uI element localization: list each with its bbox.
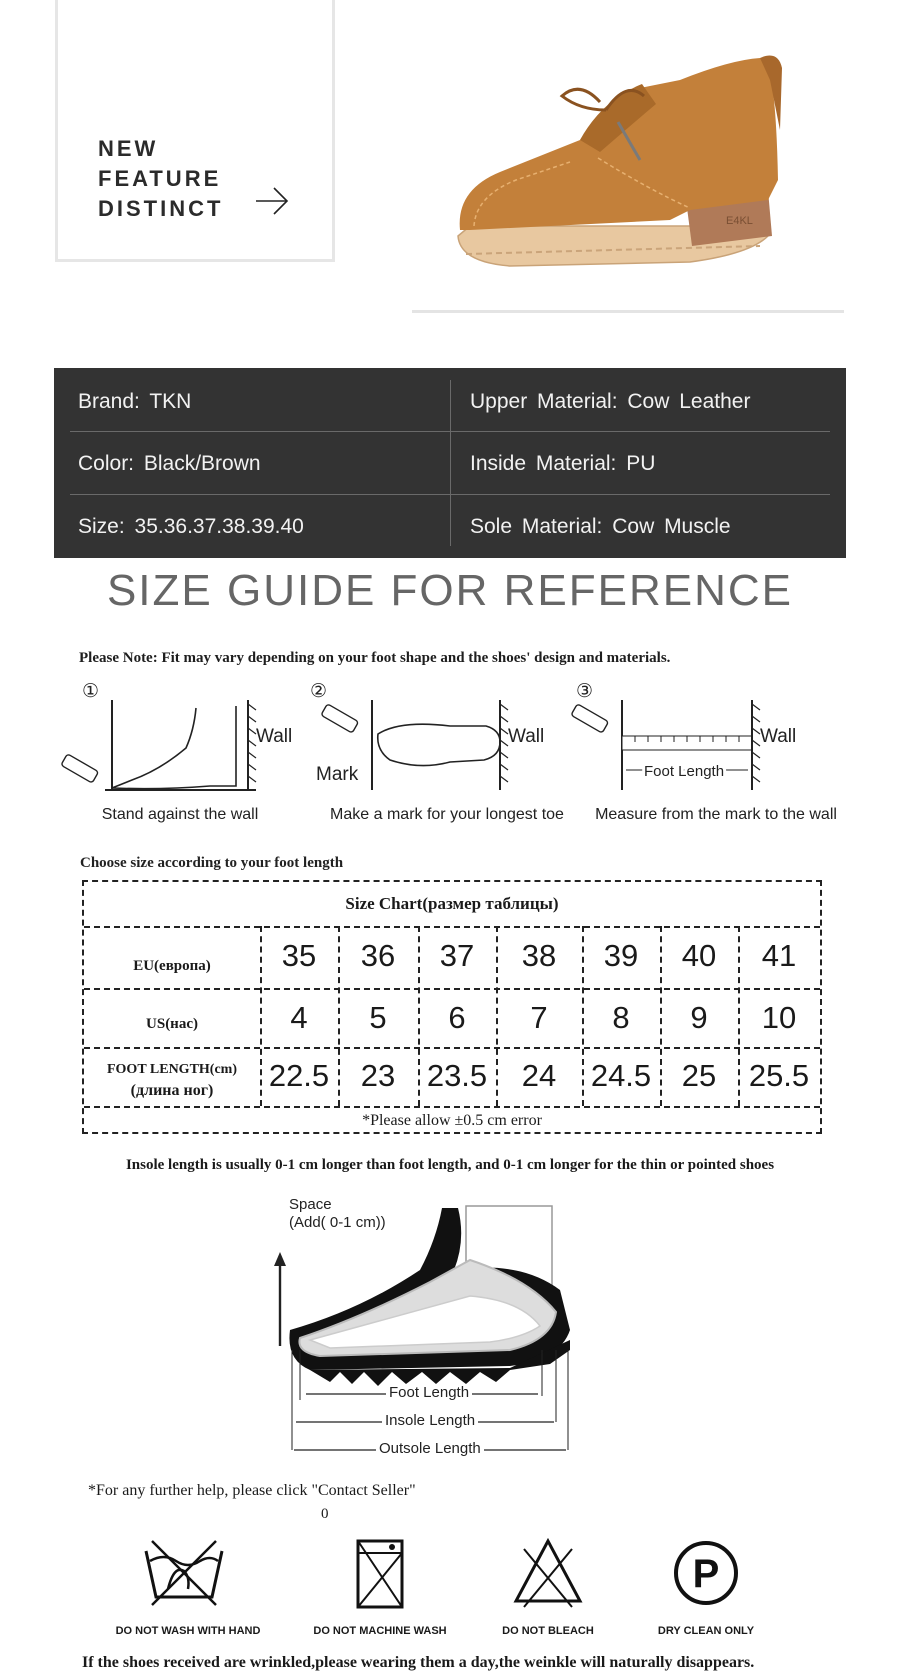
step-3-number: ③ [576,681,594,702]
foot-length-cell: 23 [360,1058,396,1093]
spec-brand: Brand: TKN [78,390,192,413]
outsole-length-label: Outsole Length [376,1440,484,1457]
foot-length-cell: 23.5 [426,1058,488,1093]
step-1-caption: Stand against the wall [101,806,259,823]
foot-length-row-label: FOOT LENGTH(cm) [106,1062,238,1077]
foot-length-cell: 25.5 [748,1058,810,1093]
svg-text:E4KL: E4KL [726,215,753,227]
spec-inside-material: Inside Material: PU [470,452,656,475]
step-2-illustration [316,700,544,790]
step-3-caption: Measure from the mark to the wall [595,806,837,823]
us-size-cell: 6 [448,1000,466,1035]
step-3-foot-length-label: Foot Length [644,763,725,780]
step-2-caption: Make a mark for your longest toe [330,806,564,823]
space-add-label: (Add( 0-1 cm)) [289,1214,386,1231]
spec-row-divider [70,431,830,432]
contact-seller-note: *For any further help, please click "Contact Seller" [88,1482,416,1499]
space-label: Space [289,1196,332,1213]
svg-text:P: P [692,1552,720,1596]
step-2-wall-label: Wall [508,726,545,747]
care-label-bleach: DO NOT BLEACH [502,1625,594,1637]
spec-size: Size: 35.36.37.38.39.40 [78,515,304,538]
step-3-wall-label: Wall [760,726,797,747]
size-chart [82,880,822,1134]
eu-row-label: EU(европа) [133,958,211,974]
us-size-cell: 4 [290,1000,308,1035]
us-row-label: US(нас) [146,1016,198,1032]
us-size-cell: 7 [530,1000,548,1035]
size-guide-title: SIZE GUIDE FOR REFERENCE [106,566,794,615]
foot-length-row-label-ru: (длина ног) [130,1082,214,1099]
size-chart-title: Size Chart(размер таблицы) [345,894,559,913]
spec-color: Color: Black/Brown [78,452,261,475]
insole-length-label: Insole Length [382,1412,478,1429]
spec-table [54,368,846,558]
eu-size-cell: 40 [681,938,717,973]
stray-zero: 0 [321,1506,329,1522]
eu-size-cell: 38 [521,938,557,973]
eu-size-cell: 36 [360,938,396,973]
feature-line-new: NEW [98,136,159,161]
chart-row-divider [84,1047,820,1049]
eu-size-cell: 35 [281,938,317,973]
feature-line-feature: FEATURE [98,166,222,191]
care-label-dry-clean: DRY CLEAN ONLY [657,1625,755,1637]
us-size-cell: 5 [369,1000,387,1035]
arrow-right-icon[interactable] [254,186,290,216]
us-size-cell: 9 [690,1000,708,1035]
chart-row-divider [84,988,820,990]
insole-note: Insole length is usually 0-1 cm longer than foot length, and 0-1 cm longer for the thin or pointed shoes [125,1157,775,1173]
care-label-hand-wash: DO NOT WASH WITH HAND [115,1625,261,1637]
spec-column-divider [450,380,451,546]
eu-size-cell: 39 [603,938,639,973]
choose-size-heading: Choose size according to your foot length [80,855,344,871]
hero-divider [412,310,844,313]
step-1-illustration [61,700,292,790]
foot-length-cell: 22.5 [268,1058,330,1093]
step-1-wall-label: Wall [256,726,293,747]
step-3-illustration [571,700,796,790]
step-2-number: ② [310,681,328,702]
wrinkle-note: If the shoes received are wrinkled,please wearing them a day,the weinkle will naturally disappears. [82,1654,755,1671]
care-label-machine-wash: DO NOT MACHINE WASH [313,1625,447,1637]
product-shoe-image [430,40,830,300]
feature-line-distinct: DISTINCT [98,196,224,221]
eu-size-cell: 37 [439,938,475,973]
foot-length-cell: 24 [521,1058,557,1093]
step-2-mark-label: Mark [316,764,359,785]
spec-upper-material: Upper Material: Cow Leather [470,390,751,413]
foot-length-cell: 25 [681,1058,717,1093]
measure-steps-illustration [60,690,840,800]
us-size-cell: 10 [761,1000,797,1035]
eu-size-cell: 41 [761,938,797,973]
spec-row-divider [70,494,830,495]
no-hand-wash-icon [84,1535,284,1615]
us-size-cell: 8 [612,1000,630,1035]
foot-insole-diagram [270,1196,600,1460]
chart-row-divider [84,926,820,928]
chart-row-divider [84,1106,820,1108]
foot-length-cell: 24.5 [590,1058,652,1093]
foot-length-label: Foot Length [386,1384,472,1401]
fit-note: Please Note: Fit may vary depending on your foot shape and the shoes' design and materials. [79,650,671,666]
feature-box [55,0,335,262]
spec-sole-material: Sole Material: Cow Muscle [470,515,731,538]
size-allow-note: *Please allow ±0.5 cm error [362,1112,542,1129]
step-1-number: ① [82,681,100,702]
dry-clean-only-icon [606,1535,806,1615]
